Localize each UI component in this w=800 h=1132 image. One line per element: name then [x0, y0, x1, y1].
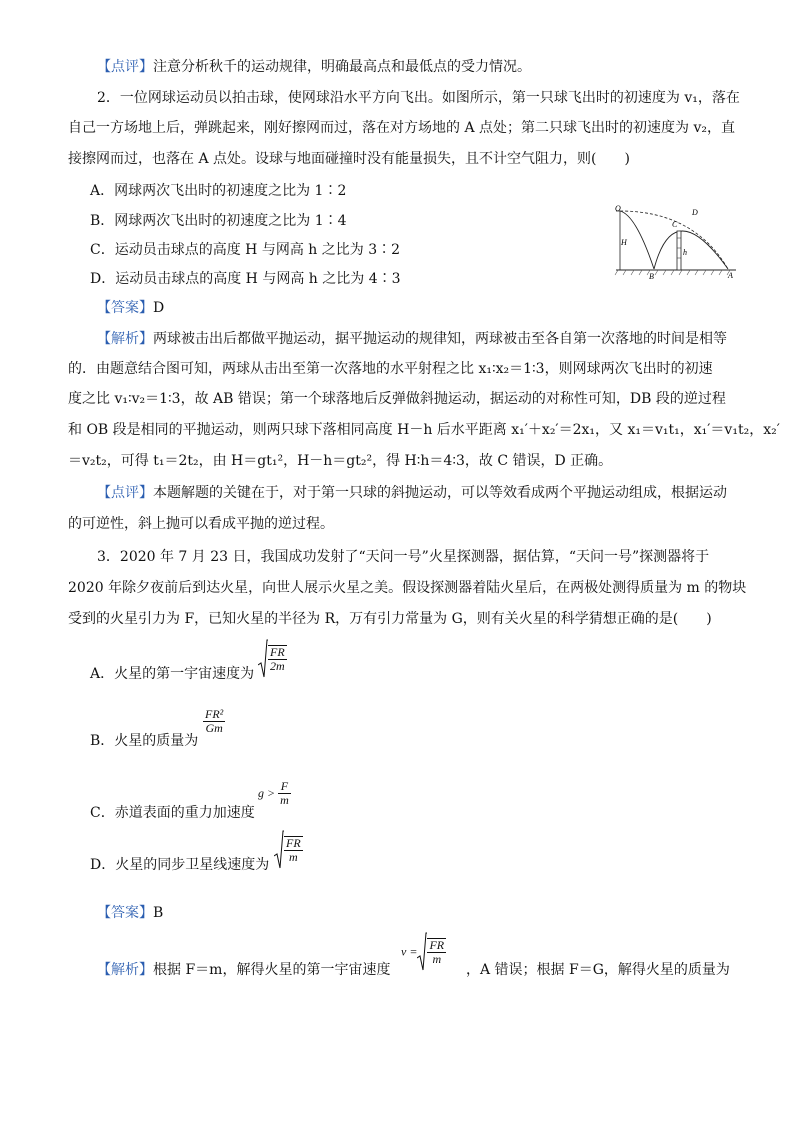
q3-option-c-formula: [258, 780, 291, 807]
q3-option-b: B．火星的质量为: [90, 733, 199, 749]
q2-option-a: A．网球两次飞出时的初速度之比为 1∶2: [90, 183, 347, 199]
q3-option-a-formula: [258, 639, 287, 679]
formula-denominator: 2m: [270, 659, 285, 673]
formula-numerator: FR: [429, 938, 445, 952]
q3-option-c: C．赤道表面的重力加速度: [90, 805, 255, 821]
analysis-tag: 【解析】: [97, 331, 153, 347]
q3-option-d: D．火星的同步卫星线速度为: [90, 857, 270, 873]
q2-answer: [97, 298, 164, 318]
formula-denominator: m: [280, 793, 289, 807]
formula-numerator: FR: [286, 836, 301, 850]
q2-analysis-line-2: 的．由题意结合图可知，两球从击出至第一次落地的水平射程之比 x₁∶x₂＝1∶3，则网球两次飞出时的初速: [68, 361, 713, 377]
q2-analysis-line-5: ＝v₂t₂，可得 t₁＝2t₂，由 H＝gt₁²，H－h＝gt₂²，得 H∶h＝4∶3，故 C 错误，D 正确。: [68, 453, 613, 469]
q3-stem-line-3: 受到的火星引力为 F，已知火星的半径为 R，万有引力常量为 G，则有关火星的科学猜想正确的是( ): [68, 611, 712, 627]
q2-option-c: C．运动员击球点的高度 H 与网高 h 之比为 3∶2: [90, 242, 401, 258]
sqrt-sign: [258, 639, 268, 679]
formula-denominator: Gm: [203, 721, 225, 735]
label-h-big: H: [621, 238, 627, 247]
q3-option-a: A．火星的第一宇宙速度为: [90, 666, 255, 682]
formula-denominator: m: [427, 952, 446, 966]
tennis-trajectory-figure: [614, 203, 738, 279]
answer-value: B: [153, 905, 164, 921]
q3-analysis-formula: [401, 932, 446, 972]
answer-tag: 【答案】: [97, 300, 153, 316]
q3-answer: [97, 903, 163, 923]
q2-analysis-line-4: 和 OB 段是相同的平抛运动，则两只球下落相同高度 H－h 后水平距离 x₁′＋x₂′＝2x₁，又 x₁＝v₁t₁，x₁′＝v₁t₂，x₂′: [68, 422, 780, 438]
comment-text: 注意分析秋千的运动规律，明确最高点和最低点的受力情况。: [153, 59, 531, 75]
formula-numerator: FR: [270, 645, 285, 659]
label-h-small: h: [683, 248, 687, 257]
q2-comment-line-1: [97, 483, 727, 503]
q3-option-d-formula: [274, 830, 303, 870]
label-d: D: [692, 208, 698, 217]
q2-stem-line-2: 自己一方场地上后，弹跳起来，刚好擦网而过，落在对方场地的 A 点处；第二只球飞出时的初速度为 v₂，直: [68, 120, 735, 136]
formula-numerator: FR²: [205, 707, 224, 721]
label-a: A: [728, 271, 733, 279]
analysis-text: 两球被击出后都做平抛运动，据平抛运动的规律知，两球被击至各自第一次落地的时间是相等: [153, 331, 727, 347]
comment-tag: 【点评】: [97, 485, 153, 501]
q3-stem-line-1: 3．2020 年 7 月 23 日，我国成功发射了“天问一号”火星探测器，据估算，“天问一号”探测器将于: [97, 549, 710, 565]
q2-option-d: D．运动员击球点的高度 H 与网高 h 之比为 4∶3: [90, 271, 401, 287]
comment-text: 本题解题的关键在于，对于第一只球的斜抛运动，可以等效看成两个平抛运动组成，根据运动: [153, 485, 727, 501]
q2-stem-line-3: 接擦网而过，也落在 A 点处。设球与地面碰撞时没有能量损失，且不计空气阻力，则( ): [68, 151, 630, 167]
answer-tag: 【答案】: [97, 905, 153, 921]
q2-analysis-line-1: [97, 329, 727, 349]
q3-stem-line-2: 2020 年除夕夜前后到达火星，向世人展示火星之美。假设探测器着陆火星后，在两极处测得质量为 m 的物块: [68, 580, 747, 596]
formula-denominator: m: [284, 850, 303, 864]
q1-comment: [97, 57, 531, 77]
sqrt-sign: [417, 932, 427, 972]
q3-analysis-line-1-tail: ，A 错误；根据 F＝G，解得火星的质量为: [466, 962, 730, 978]
answer-value: D: [153, 300, 165, 316]
comment-tag: 【点评】: [97, 59, 153, 75]
sqrt-sign: [274, 830, 284, 870]
label-c: C: [672, 220, 678, 229]
q2-option-b: B．网球两次飞出时的初速度之比为 1∶4: [90, 213, 347, 229]
label-o: O: [615, 204, 621, 213]
q3-analysis-line-1: [97, 960, 390, 980]
q2-analysis-line-3: 度之比 v₁∶v₂＝1∶3，故 AB 错误；第一个球落地后反弹做斜抛运动，据运动的对称性可知，DB 段的逆过程: [68, 391, 726, 407]
formula-lhs: g >: [258, 786, 276, 800]
q2-comment-line-2: 的可逆性，斜上抛可以看成平抛的逆过程。: [68, 516, 334, 532]
q3-option-b-formula: [203, 708, 225, 735]
formula-lhs: v =: [401, 944, 418, 959]
q2-stem-line-1: 2．一位网球运动员以拍击球，使网球沿水平方向飞出。如图所示，第一只球飞出时的初速度为 v₁，落在: [97, 90, 740, 106]
label-b: B: [649, 272, 654, 279]
analysis-tag: 【解析】: [97, 962, 153, 978]
analysis-text: 根据 F＝m，解得火星的第一宇宙速度: [153, 962, 391, 978]
formula-numerator: F: [280, 779, 289, 793]
